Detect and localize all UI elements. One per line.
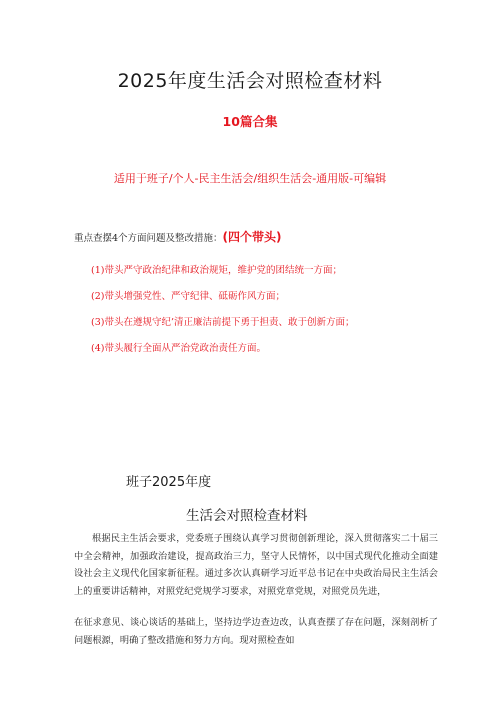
body-paragraph: 在征求意见、谈心谈话的基础上，坚持边学边查边改，认真查摆了存在问题，深刻剖析了问题根源，明确了整改措施和努力方向。现对照检查如 <box>74 617 438 646</box>
focus-item: (2)带头增强党性、严守纪律、砥砺作风方面； <box>91 291 285 302</box>
intro-text: 重点查摆4个方面问题及整改措施： <box>74 233 223 244</box>
section-subtitle: 班子2025年度 <box>126 475 212 490</box>
focus-item: (3)带头在遵规守纪’清正廉洁前提下勇于担责、敢于创新方面； <box>91 317 355 328</box>
body-paragraph: 根据民主生活会要求，党委班子围绕认真学习贯彻创新理论，深入贯彻落实二十届三中全会精神，加强政治建设，提高政治三力，坚守人民情怀，以中国式现代化推动全面建设社会主义现代化国家新征程。通过多次认真研学习近平总书记在中央政治局民主生活会上的重要讲话精神，对照党纪党规学习要求，对照党章党规，对照党员先进， <box>74 533 438 597</box>
focus-item: (1)带头严守政治纪律和政治规矩，维护党的团结统一方面； <box>91 265 342 276</box>
intro-highlight: (四个带头) <box>222 230 282 244</box>
document-subtitle: 10篇合集 <box>222 114 278 129</box>
focus-item: (4)带头履行全面从严治党政治责任方面。 <box>91 343 266 354</box>
applicability-note: 适用于班子/个人-民主生活会/组织生活会-通用版-可编辑 <box>113 172 387 185</box>
intro-line <box>74 228 282 245</box>
document-title: 2025年度生活会对照检查材料 <box>117 70 383 92</box>
section-title: 生活会对照检查材料 <box>186 508 308 524</box>
focus-items-list <box>91 258 354 362</box>
